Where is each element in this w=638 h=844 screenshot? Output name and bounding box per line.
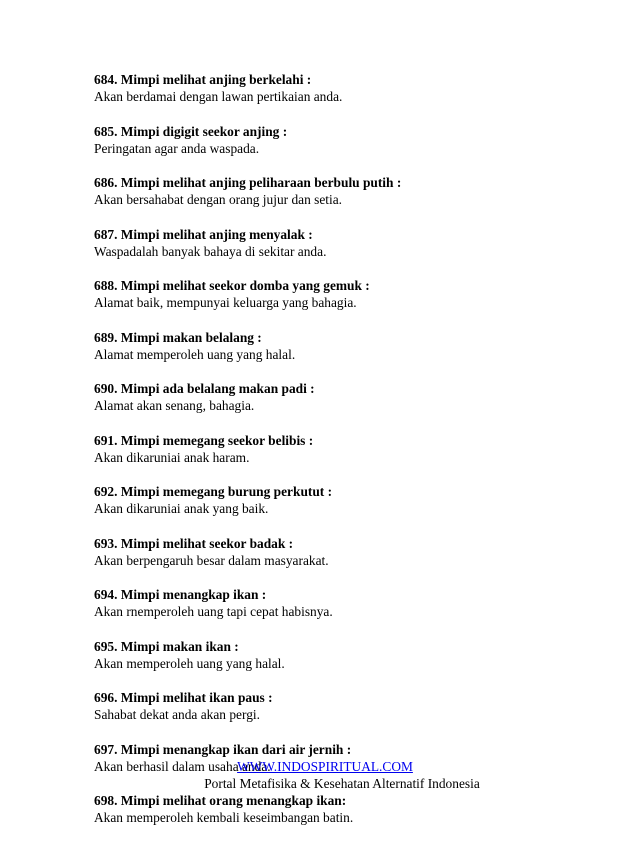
entry-body: Akan bersahabat dengan orang jujur dan setia. [94,192,343,207]
entry-title: 689. Mimpi makan belalang : [94,329,262,345]
entry-695 [94,638,594,672]
entry-694 [94,586,594,620]
entry-body: Akan berdamai dengan lawan pertikaian anda. [94,89,343,104]
entry-body: Akan memperoleh kembali keseimbangan batin. [94,810,354,825]
entry-title: 686. Mimpi melihat anjing peliharaan berbulu putih : [94,175,402,190]
entry-body: Waspadalah banyak bahaya di sekitar anda. [94,243,327,259]
entry-title: 695. Mimpi makan ikan : [94,638,239,654]
entry-body: Sahabat dekat anda akan pergi. [94,707,260,722]
entry-body: Akan berhasil dalam usaha anda. [94,758,271,774]
entry-693 [94,535,594,569]
entry-body: Akan berpengaruh besar dalam masyarakat. [94,552,329,568]
entry-body: Akan memperoleh uang yang halal. [94,655,285,671]
entry-687 [94,226,594,260]
entry-title: 698. Mimpi melihat orang menangkap ikan: [94,793,347,808]
entry-title: 694. Mimpi menangkap ikan : [94,587,267,602]
entry-title: 687. Mimpi melihat anjing menyalak : [94,226,313,242]
entry-title: 685. Mimpi digigit seekor anjing : [94,123,288,139]
entry-body: Alamat akan senang, bahagia. [94,398,255,413]
footer-tagline: Portal Metafisika & Kesehatan Alternatif Indonesia [204,776,480,791]
entry-691 [94,432,594,466]
entry-body: Akan dikaruniai anak yang baik. [94,501,269,516]
entry-688 [94,277,594,311]
entry-title: 697. Mimpi menangkap ikan dari air jernih : [94,741,352,757]
entry-title: 693. Mimpi melihat seekor badak : [94,535,294,551]
entry-body: Akan dikaruniai anak haram. [94,449,250,465]
entry-list [94,71,594,844]
entry-696 [94,689,594,723]
entry-body: Akan rnemperoleh uang tapi cepat habisnya. [94,604,333,619]
page-footer [0,758,638,792]
entry-684 [94,71,594,105]
entry-698 [94,792,594,826]
entry-686 [94,174,594,208]
entry-692 [94,483,594,517]
entry-title: 691. Mimpi memegang seekor belibis : [94,432,314,448]
entry-685 [94,123,594,157]
entry-body: Alamat memperoleh uang yang halal. [94,346,296,362]
entry-690 [94,380,594,414]
entry-title: 690. Mimpi ada belalang makan padi : [94,381,315,396]
entry-title: 688. Mimpi melihat seekor domba yang gemuk : [94,278,370,293]
entry-689 [94,329,594,363]
entry-body: Peringatan agar anda waspada. [94,140,260,156]
entry-title: 696. Mimpi melihat ikan paus : [94,690,273,705]
website-link[interactable]: WWW.INDOSPIRITUAL.COM [237,759,413,774]
entry-title: 684. Mimpi melihat anjing berkelahi : [94,72,312,87]
entry-body: Alamat baik, mempunyai keluarga yang bahagia. [94,295,357,310]
entry-title: 692. Mimpi memegang burung perkutut : [94,484,333,499]
